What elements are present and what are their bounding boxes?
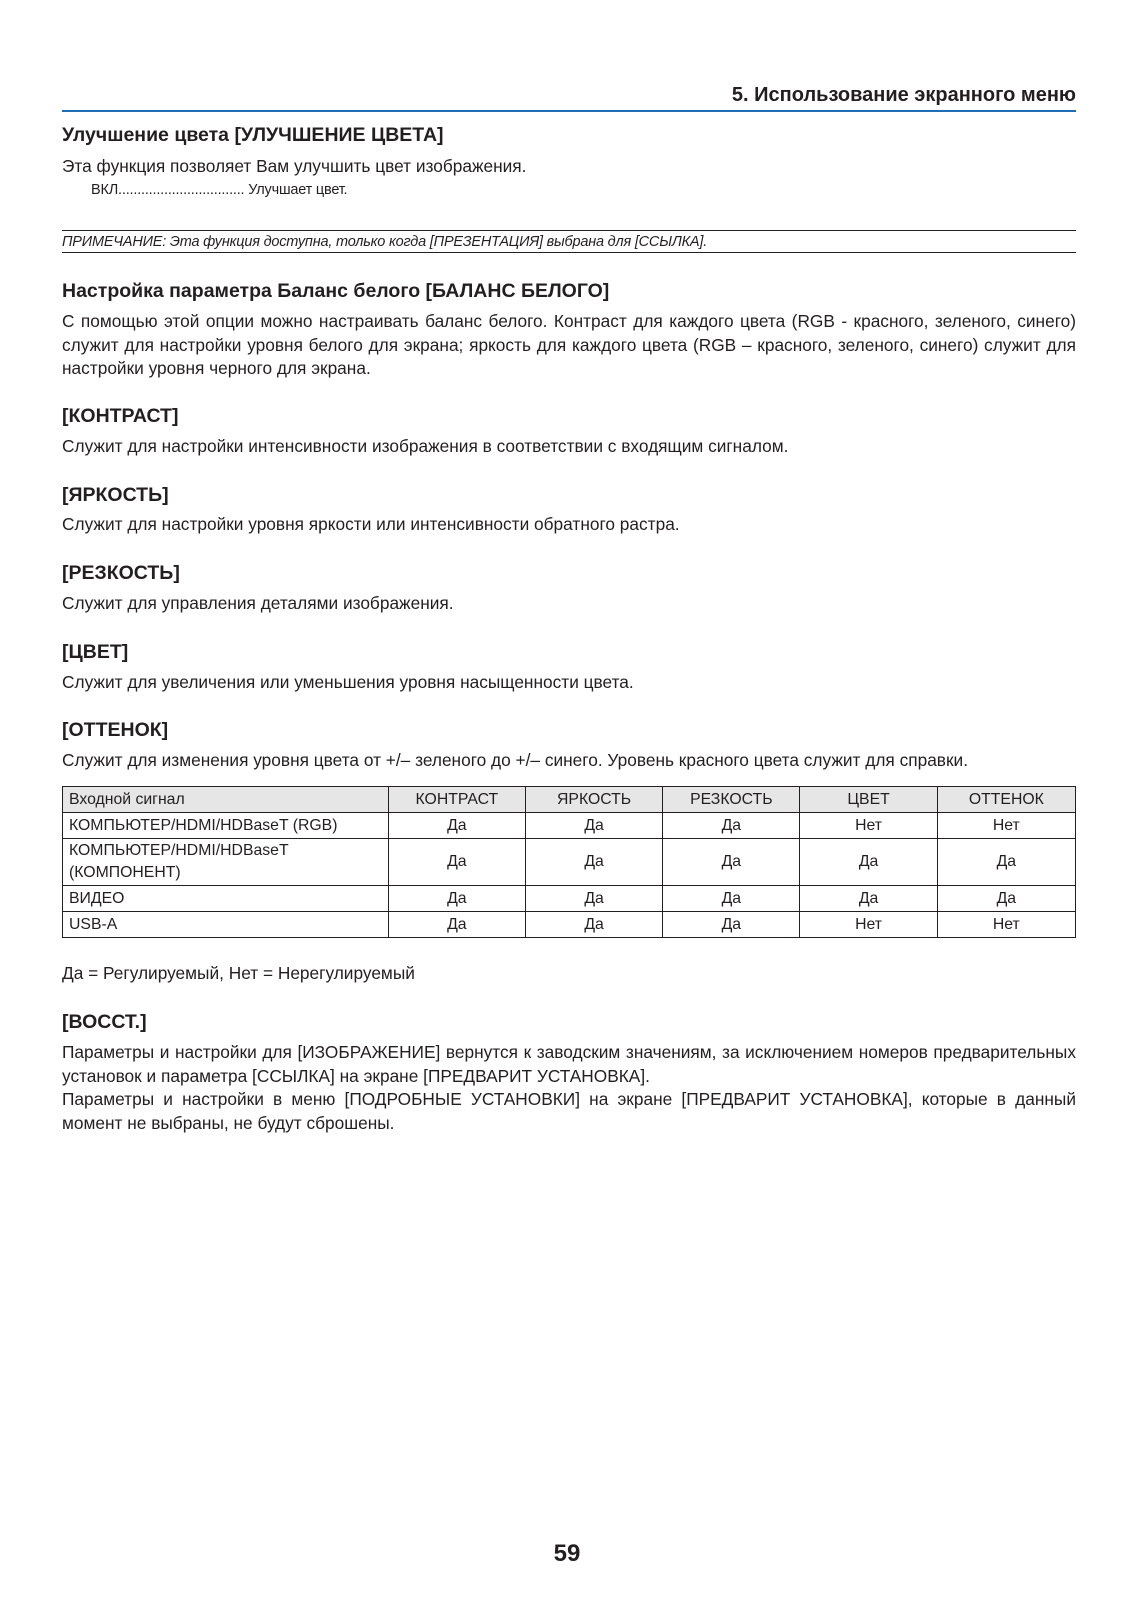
table-cell: Да [663, 912, 800, 938]
table-cell: Нет [937, 813, 1075, 839]
section-title: [КОНТРАСТ] [62, 405, 179, 427]
table-cell: Да [388, 839, 525, 886]
color-enhance-section [62, 124, 1076, 147]
header-rule [62, 110, 1076, 112]
table-cell: Да [525, 813, 662, 839]
section-text: Служит для настройки уровня яркости или интенсивности обратного растра. [62, 514, 680, 534]
table-cell-signal: КОМПЬЮТЕР/HDMI/HDBaseT (КОМПОНЕНТ) [63, 839, 389, 886]
section-title: [РЕЗКОСТЬ] [62, 562, 180, 584]
section-sharpness [62, 562, 1076, 585]
section-text: Служит для изменения уровня цвета от +/– зеленого до +/– синего. Уровень красного цвета служит для справки. [62, 750, 968, 770]
table-cell: Да [800, 886, 937, 912]
table-row [63, 912, 1076, 938]
table-header-cell: Входной сигнал [63, 787, 389, 813]
option-on-description: Улучшает цвет. [248, 182, 348, 198]
table-cell: Да [388, 886, 525, 912]
table-cell: Да [388, 912, 525, 938]
table-cell: Да [663, 839, 800, 886]
table-cell: Да [663, 886, 800, 912]
section-contrast [62, 405, 1076, 428]
page-number: 59 [553, 1540, 581, 1567]
table-header-cell: ЦВЕТ [800, 787, 937, 813]
note-text: ПРИМЕЧАНИЕ: Эта функция доступна, только когда [ПРЕЗЕНТАЦИЯ] выбрана для [ССЫЛКА]. [62, 234, 708, 250]
signal-table [62, 786, 1076, 938]
color-enhance-description: Эта функция позволяет Вам улучшить цвет изображения. [62, 156, 527, 176]
section-color [62, 641, 1076, 664]
table-header-cell: КОНТРАСТ [388, 787, 525, 813]
note-box [62, 230, 1076, 253]
section-text: Служит для настройки интенсивности изображения в соответствии с входящим сигналом. [62, 436, 789, 456]
table-cell-signal: USB-A [63, 912, 389, 938]
table-cell: Да [388, 813, 525, 839]
option-on-row [91, 182, 991, 198]
table-cell: Нет [937, 912, 1075, 938]
table-cell: Да [663, 813, 800, 839]
signal-table-wrapper [62, 786, 1076, 938]
white-balance-title: Настройка параметра Баланс белого [БАЛАНС БЕЛОГО] [62, 280, 610, 302]
table-header-row [63, 787, 1076, 813]
running-header: 5. Использование экранного меню [731, 84, 1076, 106]
table-row [63, 839, 1076, 886]
color-enhance-title: Улучшение цвета [УЛУЧШЕНИЕ ЦВЕТА] [62, 124, 444, 146]
section-brightness [62, 484, 1076, 507]
table-cell: Да [525, 839, 662, 886]
section-hue [62, 719, 1076, 742]
table-cell: Нет [800, 912, 937, 938]
option-on-label: ВКЛ [91, 182, 119, 198]
table-cell: Нет [800, 813, 937, 839]
reset-title: [ВОССТ.] [62, 1011, 147, 1033]
section-text: Служит для увеличения или уменьшения уровня насыщенности цвета. [62, 672, 634, 692]
section-reset [62, 1011, 1076, 1034]
table-header-cell: ЯРКОСТЬ [525, 787, 662, 813]
section-title: [ЦВЕТ] [62, 641, 129, 663]
table-cell-signal: ВИДЕО [63, 886, 389, 912]
table-cell-signal: КОМПЬЮТЕР/HDMI/HDBaseT (RGB) [63, 813, 389, 839]
table-cell: Да [800, 839, 937, 886]
table-header-cell: ОТТЕНОК [937, 787, 1075, 813]
white-balance-description: С помощью этой опции можно настраивать баланс белого. Контраст для каждого цвета (RGB - красного, зеленого, синего) служит для настройки уровня белого для экрана; яркость для каждого цвета (RGB – красного, зеленого, синего) служит для настройки уровня черного для экрана. [62, 311, 1076, 378]
table-cell: Да [937, 839, 1075, 886]
white-balance-section [62, 280, 1076, 303]
reset-paragraph-2: Параметры и настройки в меню [ПОДРОБНЫЕ УСТАНОВКИ] на экране [ПРЕДВАРИТ УСТАНОВКА], которые в данный момент не выбраны, не будут сброшены. [62, 1089, 1076, 1133]
section-title: [ОТТЕНОК] [62, 719, 169, 741]
table-header-cell: РЕЗКОСТЬ [663, 787, 800, 813]
table-legend: Да = Регулируемый, Нет = Нерегулируемый [62, 963, 415, 983]
table-cell: Да [525, 912, 662, 938]
option-leader-dots: ................................. [118, 182, 245, 198]
table-cell: Да [937, 886, 1075, 912]
section-text: Служит для управления деталями изображения. [62, 593, 454, 613]
reset-paragraph-1: Параметры и настройки для [ИЗОБРАЖЕНИЕ] вернутся к заводским значениям, за исключением номеров предварительных установок и параметра [ССЫЛКА] на экране [ПРЕДВАРИТ УСТАНОВКА]. [62, 1042, 1076, 1086]
section-title: [ЯРКОСТЬ] [62, 484, 169, 506]
table-row [63, 813, 1076, 839]
table-cell: Да [525, 886, 662, 912]
table-row [63, 886, 1076, 912]
